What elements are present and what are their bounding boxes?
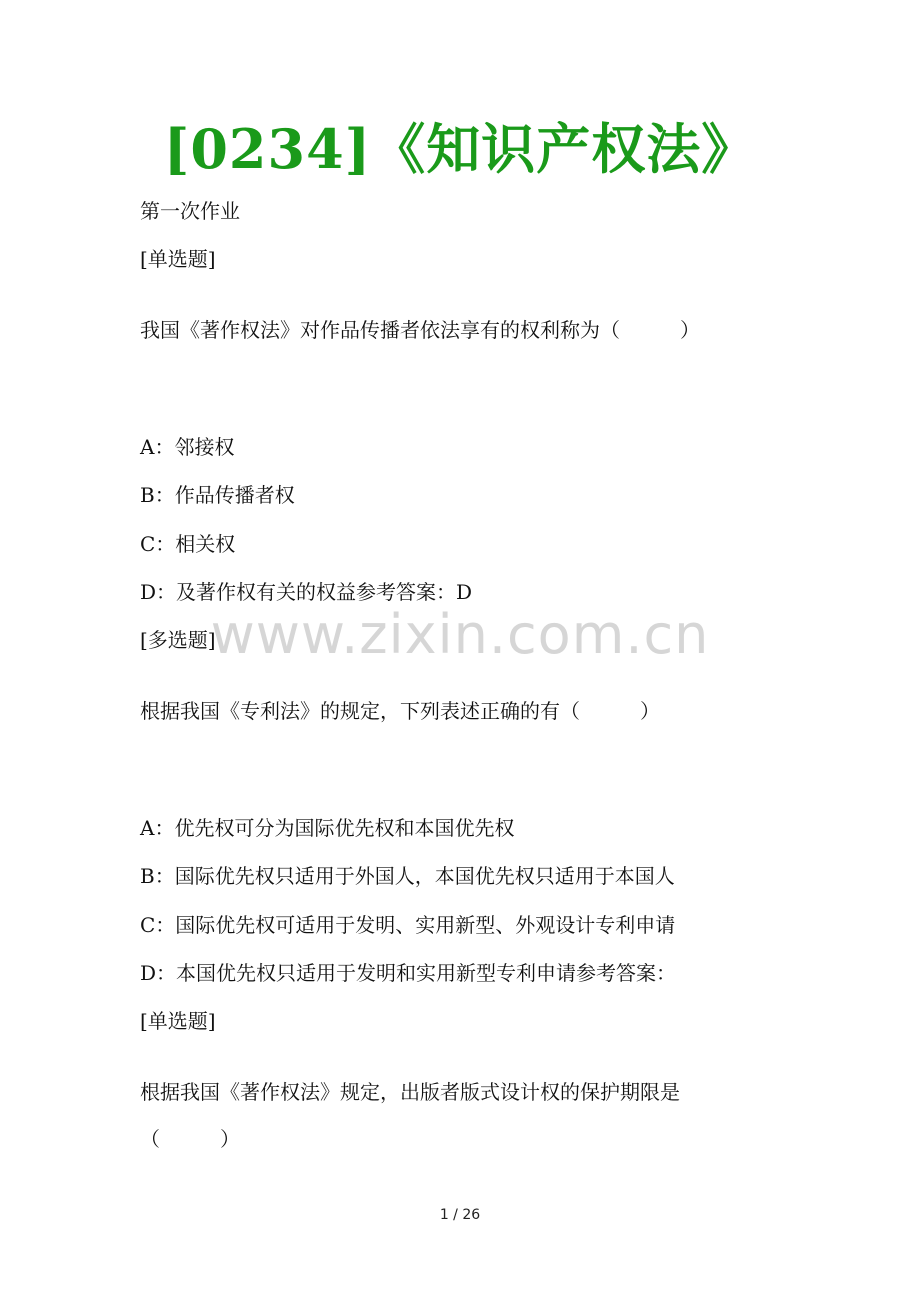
question-text-continuation: （ ） bbox=[140, 1127, 240, 1151]
question-type-label: [单选题] bbox=[140, 247, 216, 271]
option-c: C：国际优先权可适用于发明、实用新型、外观设计专利申请 bbox=[140, 913, 676, 937]
option-b: B：国际优先权只适用于外国人，本国优先权只适用于本国人 bbox=[140, 864, 675, 888]
page-number: 1 / 26 bbox=[439, 1207, 481, 1223]
question-text: 根据我国《著作权法》规定，出版者版式设计权的保护期限是 bbox=[140, 1080, 680, 1104]
question-type-label: [多选题] bbox=[140, 628, 216, 652]
section-heading: 第一次作业 bbox=[140, 199, 240, 223]
watermark: www.zixin.com.cn bbox=[210, 603, 710, 666]
question-type-label: [单选题] bbox=[140, 1009, 216, 1033]
option-b: B：作品传播者权 bbox=[140, 483, 295, 507]
option-d-with-answer: D：及著作权有关的权益参考答案：D bbox=[140, 580, 473, 604]
question-text: 我国《著作权法》对作品传播者依法享有的权利称为（ ） bbox=[140, 318, 700, 342]
option-c: C：相关权 bbox=[140, 532, 236, 556]
option-d-with-answer: D：本国优先权只适用于发明和实用新型专利申请参考答案： bbox=[140, 961, 677, 985]
document-title: [0234]《知识产权法》 bbox=[163, 117, 757, 181]
option-a: A：邻接权 bbox=[140, 435, 235, 459]
question-text: 根据我国《专利法》的规定，下列表述正确的有（ ） bbox=[140, 699, 660, 723]
option-a: A：优先权可分为国际优先权和本国优先权 bbox=[140, 816, 515, 840]
